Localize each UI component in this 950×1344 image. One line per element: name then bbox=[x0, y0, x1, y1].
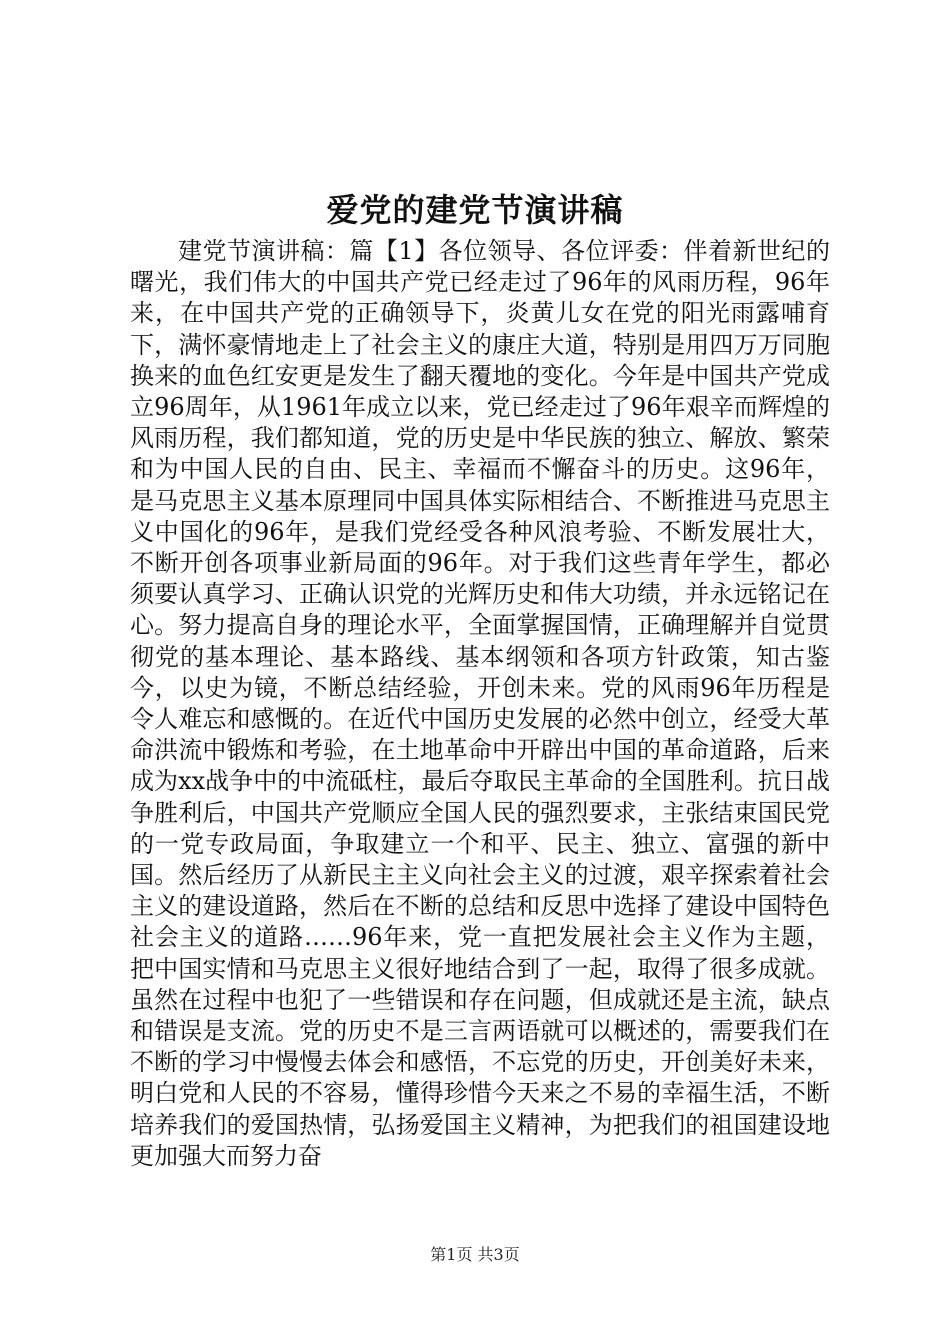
document-title: 爱党的建党节演讲稿 bbox=[326, 191, 624, 229]
document-body-paragraph: 建党节演讲稿：篇【1】各位领导、各位评委：伴着新世纪的曙光，我们伟大的中国共产党已经走过了96年的风雨历程，96年来，在中国共产党的正确领导下，炎黄儿女在党的阳光雨露哺育下，满怀豪情地走上了社会主义的康庄大道，特别是用四万万同胞换来的血色红安更是发生了翻天覆地的变化。今年是中国共产党成立96周年，从1961年成立以来，党已经走过了96年艰辛而辉煌的风雨历程，我们都知道，党的历史是中华民族的独立、解放、繁荣和为中国人民的自由、民主、幸福而不懈奋斗的历史。这96年，是马克思主义基本原理同中国具体实际相结合、不断推进马克思主义中国化的96年，是我们党经受各种风浪考验、不断发展壮大，不断开创各项事业新局面的96年。对于我们这些青年学生，都必须要认真学习、正确认识党的光辉历史和伟大功绩，并永远铭记在心。努力提高自身的理论水平，全面掌握国情，正确理解并自觉贯彻党的基本理论、基本路线、基本纲领和各项方针政策，知古鉴今，以史为镜，不断总结经验，开创未来。党的风雨96年历程是令人难忘和感慨的。在近代中国历史发展的必然中创立，经受大革命洪流中锻炼和考验，在土地革命中开辟出中国的革命道路，后来成为xx战争中的中流砥柱，最后夺取民主革命的全国胜利。抗日战争胜利后，中国共产党顺应全国人民的强烈要求，主张结束国民党的一党专政局面，争取建立一个和平、民主、独立、富强的新中国。然后经历了从新民主主义向社会主义的过渡，艰辛探索着社会主义的建设道路，然后在不断的总结和反思中选择了建设中国特色社会主义的道路……96年来，党一直把发展社会主义作为主题，把中国实情和马克思主义很好地结合到了一起，取得了很多成就。虽然在过程中也犯了一些错误和存在问题，但成就还是主流，缺点和错误是支流。党的历史不是三言两语就可以概述的，需要我们在不断的学习中慢慢去体会和感悟，不忘党的历史，开创美好未来，明白党和人民的不容易，懂得珍惜今天来之不易的幸福生活，不断培养我们的爱国热情，弘扬爱国主义精神，为把我们的祖国建设地更加强大而努力奋 bbox=[130, 237, 830, 1170]
page-number-footer: 第1页 共3页 bbox=[430, 1245, 520, 1264]
